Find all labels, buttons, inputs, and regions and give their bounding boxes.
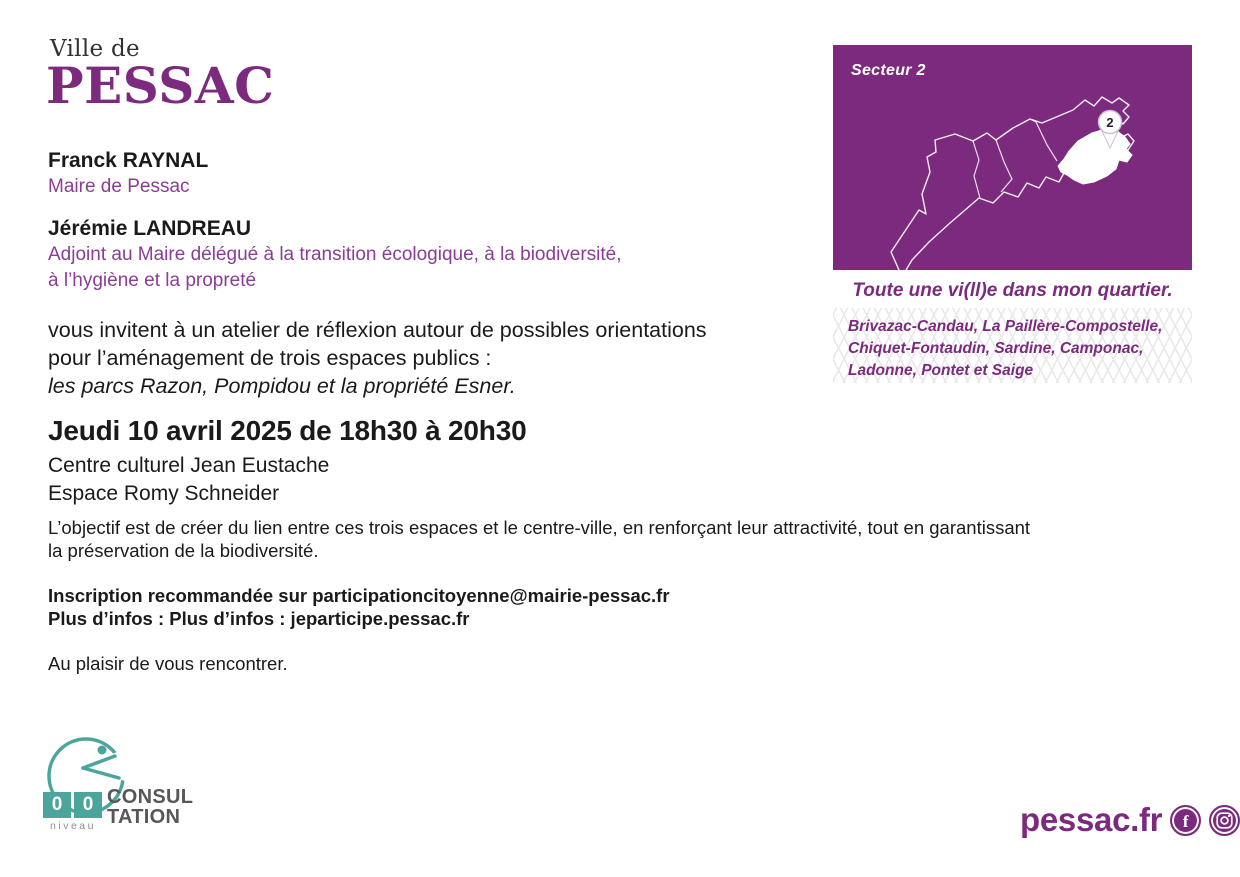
niveau-label: niveau [50,820,96,832]
site-url[interactable]: pessac.fr [1020,801,1163,838]
map-sector-line-west [973,141,980,198]
neighborhood-line2: Chiquet-Fontaudin, Sardine, Camponac, [848,340,1144,357]
sector-label: Secteur 2 [851,62,926,79]
consultation-wordmark [107,788,193,827]
neighborhood-line3: Ladonne, Pontet et Saige [848,362,1034,379]
signatories [48,148,622,294]
instagram-glyph [1216,812,1233,829]
registration-website-line[interactable]: Plus d’infos : Plus d’infos : jeparticipe.pessac.fr [48,608,470,629]
footer [1020,801,1240,839]
sector-map-card [833,45,1192,270]
invitation-line3-parks: les parcs Razon, Pompidou et la propriété Esner. [48,374,516,398]
event-venue [48,452,526,508]
neighborhood-line1: Brivazac-Candau, La Paillère-Compostelle, [848,318,1163,335]
objective-line1: L’objectif est de créer du lien entre ces trois espaces et le centre-ville, en renforçant leur attractivité, tout en garantissant [48,517,1031,538]
consultation-word-line2: TATION [107,805,181,828]
invitation-paragraph [48,316,707,400]
city-logo [46,36,275,115]
event-block [48,414,526,508]
objective-paragraph [48,516,1030,562]
mayor-title: Maire de Pessac [48,176,190,197]
event-venue-room: Espace Romy Schneider [48,482,280,505]
level-digit-2: 0 [74,792,102,818]
sector2-highlight-area [1058,129,1132,184]
closing-line: Au plaisir de vous rencontrer. [48,653,288,674]
map-sector-line-center [996,140,1012,192]
facebook-f-glyph: f [1182,811,1189,831]
map-outer-boundary [891,97,1134,270]
campaign-tagline: Toute une vi(ll)e dans mon quartier. [852,280,1173,301]
deputy-title-line1: Adjoint au Maire délégué à la transition écologique, à la biodiversité, [48,244,622,265]
level-digit-1: 0 [43,792,71,818]
city-logo-name: PESSAC [46,56,275,115]
invitation-line1: vous invitent à un atelier de réflexion autour de possibles orientations [48,318,707,342]
consultation-word-line1: CONSUL [107,786,194,808]
objective-line2: la préservation de la biodiversité. [48,540,319,561]
neighborhood-list [833,308,1192,383]
event-venue-name: Centre culturel Jean Eustache [48,454,330,477]
consultation-level-counter [43,792,102,818]
consultation-logo [43,722,223,840]
map-sector-line-east [1030,119,1057,161]
facebook-icon[interactable] [1170,805,1201,836]
deputy-title-line2: à l’hygiène et la propreté [48,270,257,291]
event-datetime: Jeudi 10 avril 2025 de 18h30 à 20h30 [48,415,527,446]
invitation-line2: pour l’aménagement de trois espaces publics : [48,346,492,370]
registration-email-line[interactable]: Inscription recommandée sur participationcitoyenne@mairie-pessac.fr [48,585,670,606]
city-logo-tagline: Ville de [50,36,140,62]
instagram-icon[interactable] [1209,805,1240,836]
mayor-name: Franck RAYNAL [48,149,209,172]
registration-block [48,584,670,630]
map-pin-number: 2 [1106,115,1114,130]
deputy-name: Jérémie LANDREAU [48,217,252,240]
